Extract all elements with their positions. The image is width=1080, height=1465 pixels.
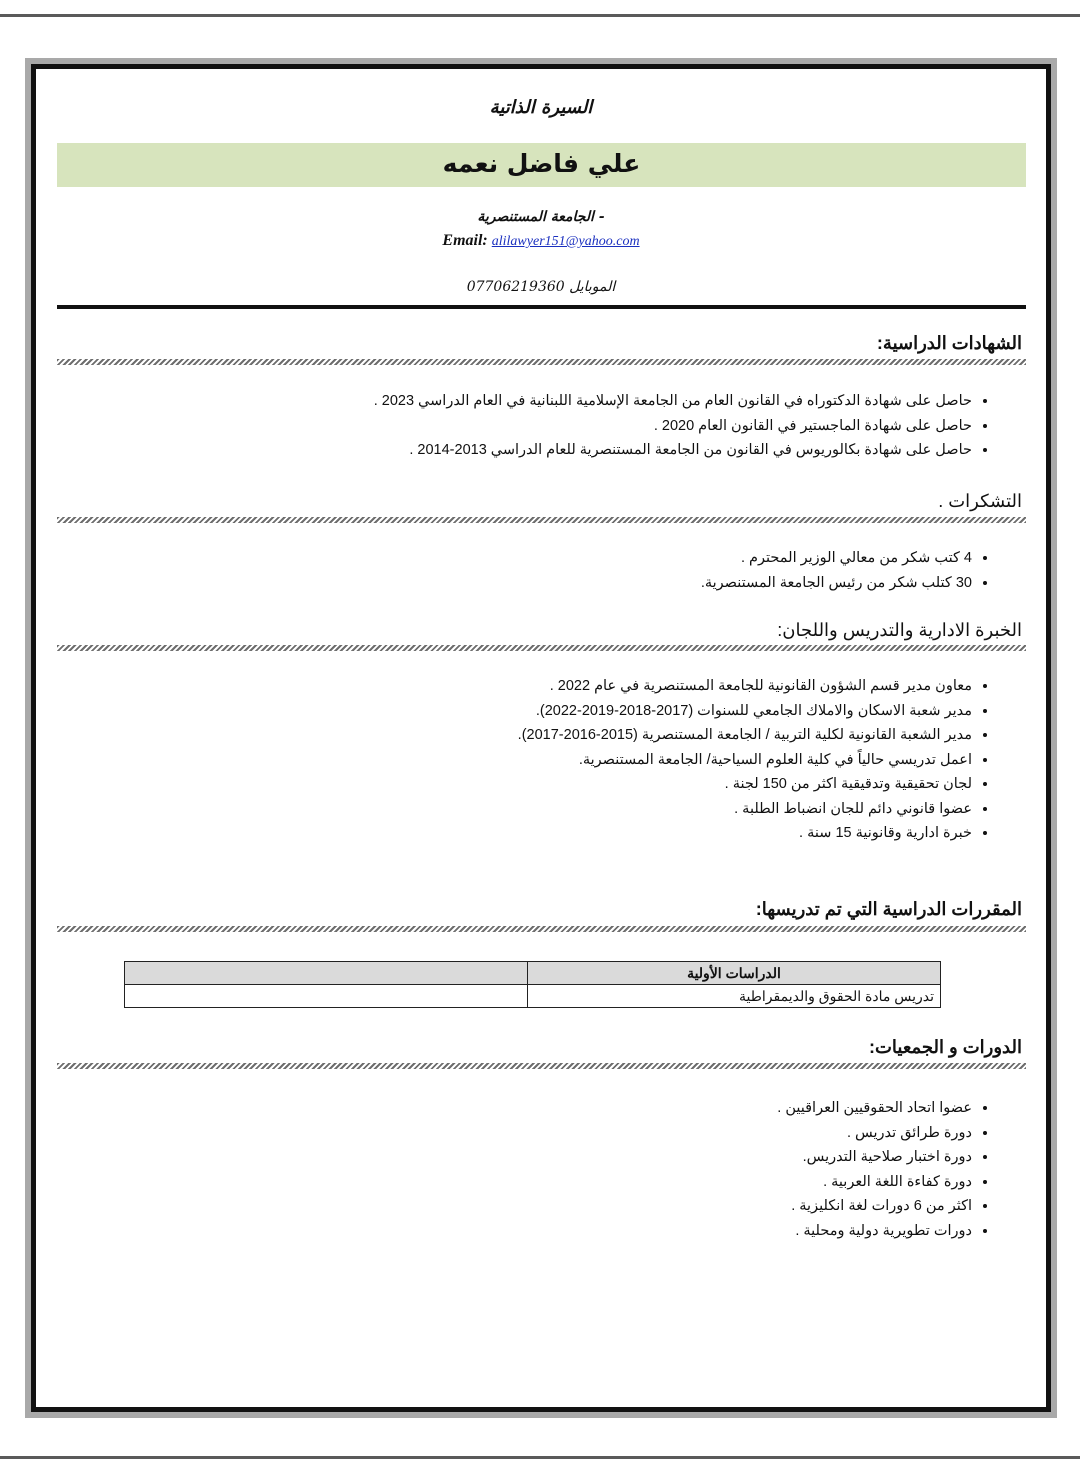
list-item: • مدير شعبة الاسكان والاملاك الجامعي للسنوات (2017-2018-2019-2022). xyxy=(518,699,972,724)
table-cell: تدريس مادة الحقوق والديمقراطية xyxy=(528,985,941,1008)
list-item: • دورة اختبار صلاحية التدريس. xyxy=(777,1145,972,1170)
email-link[interactable]: alilawyer151@yahoo.com xyxy=(491,234,640,249)
thanks-list xyxy=(701,546,994,595)
experience-list xyxy=(518,674,994,846)
memberships-divider xyxy=(57,1063,1026,1069)
university-line: الجامعة المستنصرية - xyxy=(477,209,605,225)
top-screen-rule xyxy=(0,14,1080,17)
table-row xyxy=(125,985,941,1008)
header-divider xyxy=(57,305,1026,309)
list-item: • حاصل على شهادة بكالوريوس في القانون من الجامعة المستنصرية للعام الدراسي 2013-2014 . xyxy=(374,438,972,463)
thanks-divider xyxy=(57,517,1026,523)
memberships-list xyxy=(777,1096,994,1243)
table-empty-cell xyxy=(125,985,528,1008)
courses-heading: المقررات الدراسية التي تم تدريسها: xyxy=(755,899,1022,919)
cv-page xyxy=(31,64,1051,1412)
phone-line: 07706219360 الموبايل xyxy=(466,279,616,295)
bottom-screen-rule xyxy=(0,1456,1080,1459)
cv-title: السيرة الذاتية xyxy=(489,97,593,118)
list-item: • عضوا قانوني دائم للجان انضباط الطلبة . xyxy=(518,797,972,822)
list-item: • دورات تطويرية دولية ومحلية . xyxy=(777,1219,972,1244)
list-item: • حاصل على شهادة الدكتوراه في القانون العام من الجامعة الإسلامية اللبنانية في العام الدراسي 2023 . xyxy=(374,389,972,414)
list-item: • حاصل على شهادة الماجستير في القانون العام 2020 . xyxy=(374,414,972,439)
list-item: • 4 كتب شكر من معالي الوزير المحترم . xyxy=(701,546,972,571)
person-name: علي فاضل نعمه xyxy=(442,149,641,178)
degrees-list xyxy=(374,389,994,463)
list-item: • خبرة ادارية وقانونية 15 سنة . xyxy=(518,821,972,846)
list-item: • اعمل تدريسي حالياً في كلية العلوم السياحية/ الجامعة المستنصرية. xyxy=(518,748,972,773)
table-header-empty-cell xyxy=(125,962,528,985)
memberships-heading: الدورات و الجمعيات: xyxy=(868,1037,1022,1057)
list-item: • دورة كفاءة اللغة العربية . xyxy=(777,1170,972,1195)
experience-divider xyxy=(57,645,1026,651)
table-header-row xyxy=(125,962,941,985)
email-line xyxy=(36,232,1046,250)
email-label: Email: xyxy=(442,232,488,249)
thanks-heading: التشكرات . xyxy=(938,491,1022,511)
degrees-heading: الشهادات الدراسية: xyxy=(876,333,1022,353)
list-item: • مدير الشعبة القانونية لكلية التربية / الجامعة المستنصرية (2015-2016-2017). xyxy=(518,723,972,748)
list-item: • دورة طرائق تدريس . xyxy=(777,1121,972,1146)
courses-divider xyxy=(57,926,1026,932)
degrees-divider xyxy=(57,359,1026,365)
list-item: • عضوا اتحاد الحقوقيين العراقيين . xyxy=(777,1096,972,1121)
experience-heading: الخبرة الادارية والتدريس واللجان: xyxy=(777,620,1022,640)
list-item: • اكثر من 6 دورات لغة انكليزية . xyxy=(777,1194,972,1219)
list-item: • 30 كتلب شكر من رئيس الجامعة المستنصرية. xyxy=(701,571,972,596)
table-header-cell: الدراسات الأولية xyxy=(528,962,941,985)
list-item: • معاون مدير قسم الشؤون القانونية للجامعة المستنصرية في عام 2022 . xyxy=(518,674,972,699)
courses-table xyxy=(124,961,941,1008)
list-item: • لجان تحقيقية وتدقيقية اكثر من 150 لجنة . xyxy=(518,772,972,797)
